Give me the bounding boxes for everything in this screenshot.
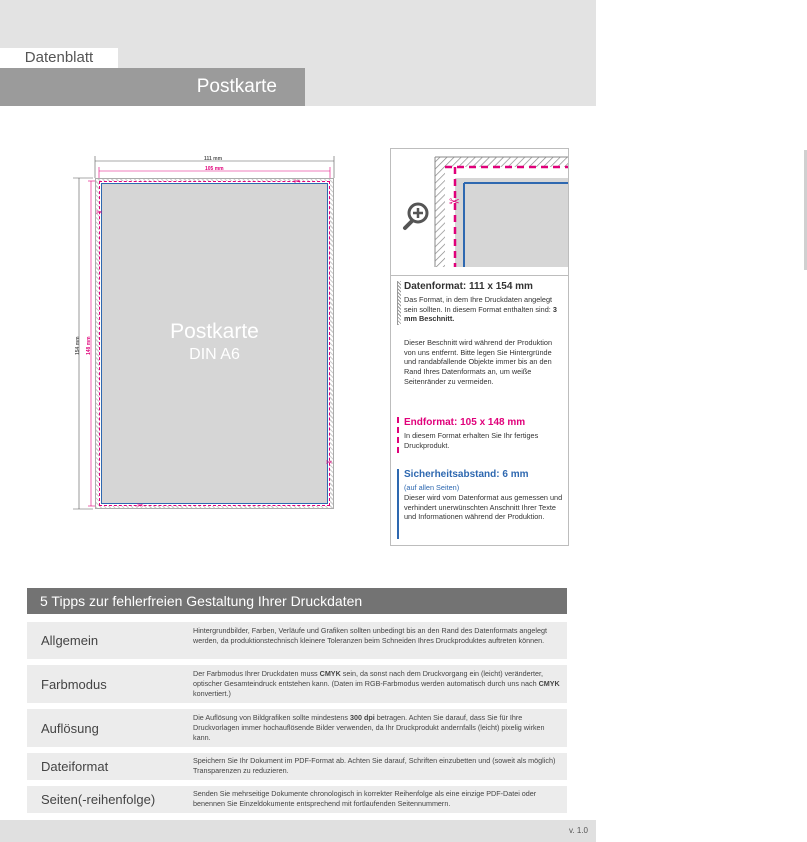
scissors-icon: ✂ — [294, 177, 301, 186]
sicherheitsabstand-title: Sicherheitsabstand: 6 mm — [404, 469, 529, 480]
tip-row — [27, 786, 567, 813]
version-label: v. 1.0 — [569, 826, 588, 835]
datenformat-text-bold: 3 mm Beschnitt. — [404, 304, 557, 324]
scissors-icon: ✂ — [137, 501, 144, 510]
tip-text-bold: CMYK — [538, 679, 560, 688]
tip-row — [27, 622, 567, 659]
tip-label: Dateiformat — [41, 759, 109, 774]
tip-text — [193, 626, 563, 646]
trim-marker — [397, 417, 402, 453]
width-inner-label: 105 mm — [205, 166, 224, 172]
tip-text — [193, 669, 563, 699]
tip-text-part: konvertiert.) — [193, 689, 231, 698]
safety-marker — [397, 469, 399, 539]
tip-text-part: Speichern Sie Ihr Dokument im PDF-Format ab. Achten Sie darauf, Schriften einzubetten und (soweit als möglich) Transparenzen zu reduzieren. — [193, 756, 556, 775]
datasheet-label: Datenblatt — [0, 48, 118, 68]
sicherheitsabstand-subtitle: (auf allen Seiten) — [404, 483, 460, 492]
datenformat-text — [404, 295, 564, 324]
sicherheitsabstand-text: Dieser wird vom Datenformat aus gemessen und verhindert unerwünschten Anschnitt Ihrer Texte und Informationen während der Produktion. — [404, 493, 563, 522]
tip-text-bold: 300 dpi — [350, 713, 375, 722]
width-outer-label: 111 mm — [204, 156, 223, 162]
legend-panel — [390, 148, 569, 546]
product-name: Postkarte — [170, 320, 259, 343]
datenformat-title: Datenformat: 111 x 154 mm — [404, 281, 533, 292]
bleed-marker — [397, 281, 401, 325]
tip-text-part: Der Farbmodus Ihrer Druckdaten muss — [193, 669, 320, 678]
endformat-text: In diesem Format erhalten Sie Ihr fertiges Druckprodukt. — [404, 431, 539, 450]
tip-text-part: Hintergrundbilder, Farben, Verläufe und Grafiken sollten unbedingt bis an den Rand des Datenformats angelegt werden, da produktionstechnisch kleinere Toleranzen beim Schneiden Ihres Druckproduktes auftreten können. — [193, 626, 548, 645]
zoom-detail — [391, 149, 568, 276]
height-outer-label: 154 mm — [75, 336, 81, 355]
tip-text — [193, 756, 563, 776]
height-inner-label: 148 mm — [86, 336, 92, 355]
tip-label: Seiten(-reihenfolge) — [41, 792, 156, 807]
tip-text — [193, 713, 563, 743]
tip-text-bold: CMYK — [319, 669, 341, 678]
product-format: DIN A6 — [189, 346, 240, 363]
tips-header — [27, 588, 567, 614]
tip-row — [27, 753, 567, 780]
tip-label: Farbmodus — [41, 677, 107, 692]
datenformat-text-lead: Das Format, in dem Ihre Druckdaten angelegt sein sollten. In diesem Format enthalten sind: — [404, 295, 553, 314]
tip-label: Auflösung — [41, 721, 99, 736]
scissors-icon: ✂ — [326, 458, 333, 467]
datenformat-note: Dieser Beschnitt wird während der Produktion von uns entfernt. Bitte legen Sie Hintergründe und randabfallende Objekte immer bis an den Rand Ihres Datenformats an, um weiße Seitenränder zu vermeiden. — [404, 338, 553, 386]
tip-text-part: Die Auflösung von Bildgrafiken sollte mindestens — [193, 713, 351, 722]
tip-text-part: sein, da sonst nach dem Druckvorgang ein (leicht) veränderter, optischer Gesamteindruck entstehen kann. (Daten im RGB-Farbmodus werden automatisch durch uns nach — [193, 669, 543, 688]
tip-text-part: betragen. Achten Sie darauf, dass Sie für Ihre Druckvorlagen immer hochauflösende Bilder verwenden, da Ihr Druckprodukt andernfalls (leicht) pixelig wirken kann. — [193, 713, 545, 742]
scissors-icon: ✂ — [449, 194, 460, 209]
tip-text-part: Senden Sie mehrseitige Dokumente chronologisch in korrekter Reihenfolge als eine einzige PDF-Datei oder benennen Sie Einzeldokumente entsprechend mit fortlaufenden Seitennummern. — [193, 789, 537, 808]
scissors-icon: ✂ — [96, 208, 103, 217]
tips-title: 5 Tipps zur fehlerfreien Gestaltung Ihrer Druckdaten — [40, 593, 363, 609]
magnifier-plus-icon — [405, 204, 427, 228]
footer-band — [0, 820, 596, 842]
tip-row — [27, 665, 567, 703]
page-title: Postkarte — [196, 76, 277, 97]
endformat-title: Endformat: 105 x 148 mm — [404, 417, 526, 428]
tip-label: Allgemein — [41, 633, 99, 648]
tip-text — [193, 789, 563, 809]
tip-row — [27, 709, 567, 747]
corner-detail-graphic — [391, 149, 568, 275]
